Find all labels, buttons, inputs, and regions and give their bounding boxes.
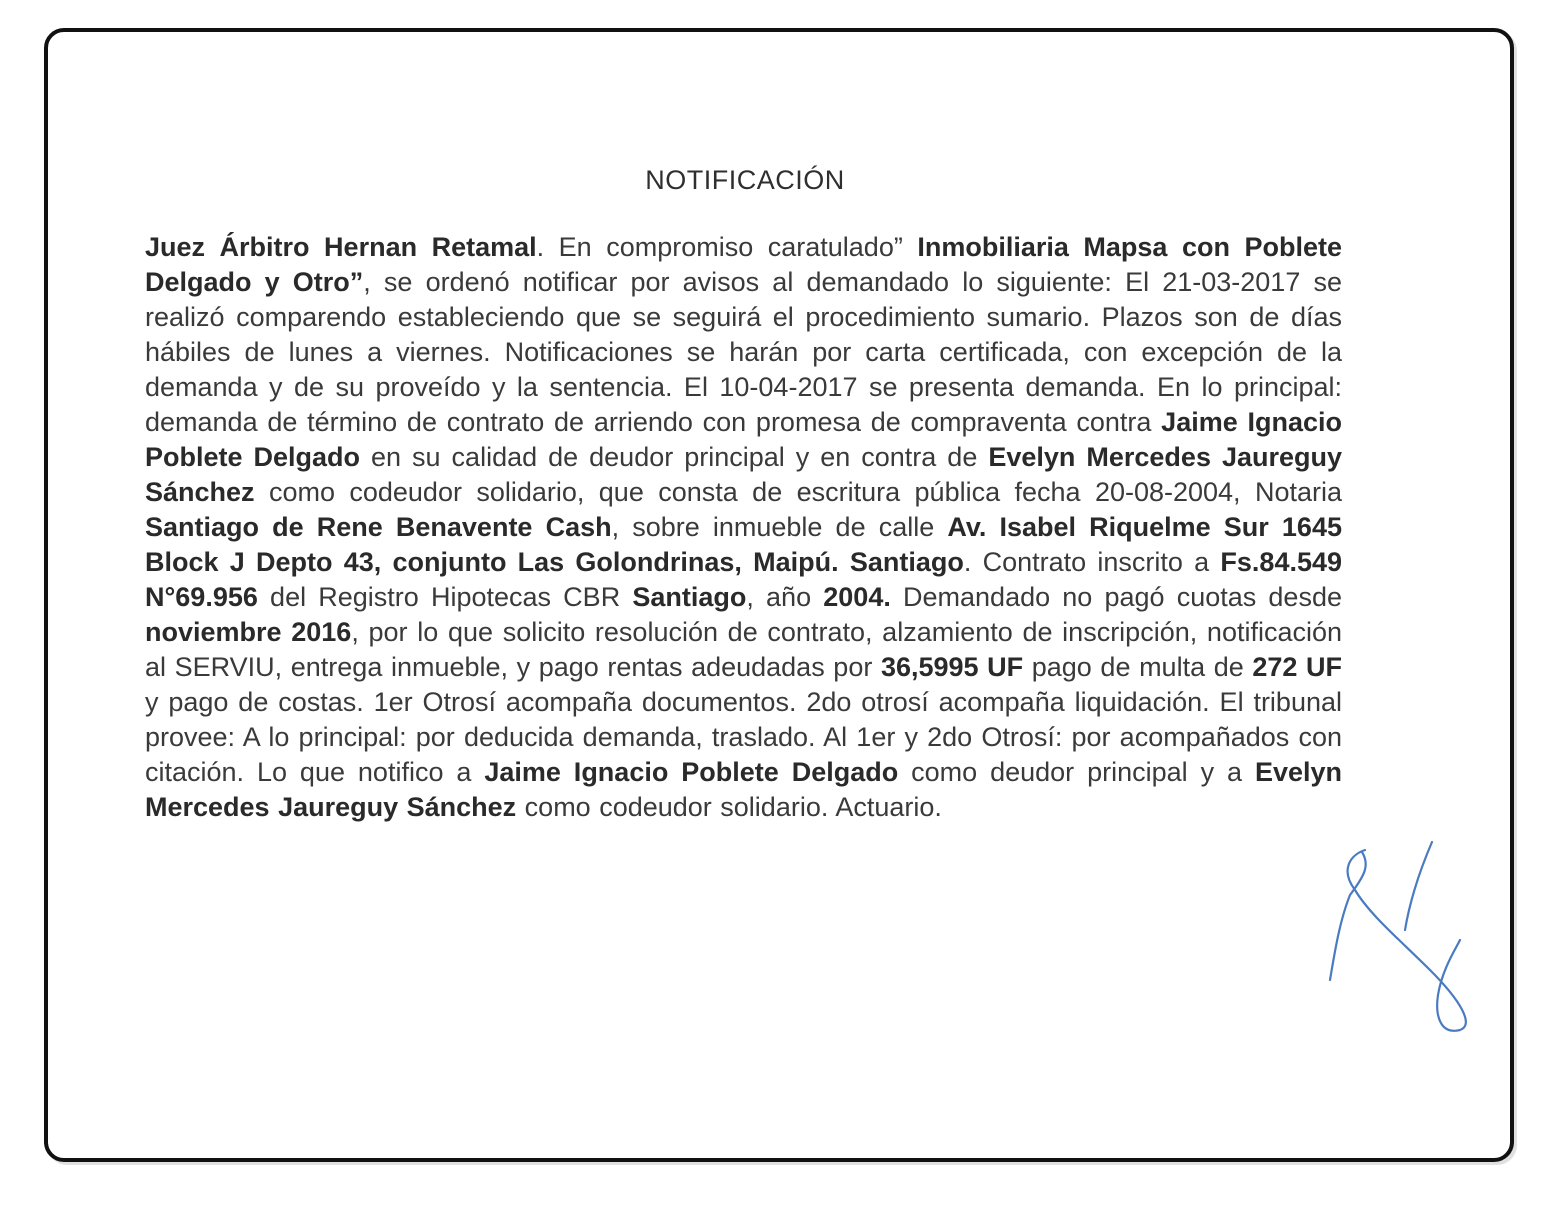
text-segment: como deudor principal y a [898,757,1255,787]
notification-body [145,230,1342,825]
bold-text-segment: Jaime Ignacio Poblete Delgado [145,407,1342,472]
bold-text-segment: Evelyn Mercedes Jaureguy Sánchez [145,442,1343,507]
signature-mark [1310,830,1500,1050]
bold-text-segment: Santiago de Rene Benavente Cash [145,512,612,542]
text-segment: del Registro Hipotecas CBR [257,582,633,612]
text-segment: , se ordenó notificar por avisos al demandado lo siguiente: El 21-03-2017 se realizó comparendo estableciendo que se seguirá el procedimiento sumario. Plazos son de días hábiles de lunes a viernes. Notificaciones se harán por carta certificada, con excepción de la demanda y de su proveído y la sentencia. El 10-04-2017 se presenta demanda. En lo principal: demanda de término de contrato de arriendo con promesa de compraventa contra [145,267,1342,437]
bold-text-segment: Inmobiliaria Mapsa con Poblete Delgado y Otro” [145,232,1342,297]
text-segment: pago de multa de [1023,652,1253,682]
signature-right-stroke [1405,842,1432,930]
bold-text-segment: 2004. [823,582,891,612]
text-segment: , por lo que solicito resolución de contrato, alzamiento de inscripción, notificación al SERVIU, entrega inmueble, y pago rentas adeudadas por [145,617,1343,682]
document-title: NOTIFICACIÓN [645,165,845,195]
text-segment: , año [746,582,824,612]
bold-text-segment: 36,5995 UF [880,652,1024,682]
bold-text-segment: Fs.84.549 N°69.956 [145,547,1343,612]
bold-text-segment: 272 UF [1252,652,1342,682]
text-segment: . En compromiso caratulado” [536,232,918,262]
text-segment: en su calidad de deudor principal y en contra de [360,442,989,472]
text-segment: como codeudor solidario. Actuario. [516,792,942,822]
bold-text-segment: Evelyn Mercedes Jaureguy Sánchez [145,757,1343,822]
bold-text-segment: Santiago [632,582,747,612]
bold-text-segment: Av. Isabel Riquelme Sur 1645 Block J Depto 43, conjunto Las Golondrinas, Maipú. Santiago [145,512,1342,577]
text-segment: Demandado no pagó cuotas desde [890,582,1342,612]
text-segment: como codeudor solidario, que consta de escritura pública fecha 20-08-2004, Notaria [254,477,1342,507]
bold-text-segment: noviembre 2016 [145,617,352,647]
bold-text-segment: Juez Árbitro Hernan Retamal [145,232,537,262]
text-segment: y pago de costas. 1er Otrosí acompaña documentos. 2do otrosí acompaña liquidación. El tribunal provee: A lo principal: por deducida demanda, traslado. Al 1er y 2do Otrosí: por acompañados con citación. Lo que notifico a [145,687,1342,787]
bold-text-segment: Jaime Ignacio Poblete Delgado [484,757,899,787]
text-segment: , sobre inmueble de calle [611,512,948,542]
signature-loop-stroke [1348,850,1466,1031]
text-segment: . Contrato inscrito a [963,547,1221,577]
